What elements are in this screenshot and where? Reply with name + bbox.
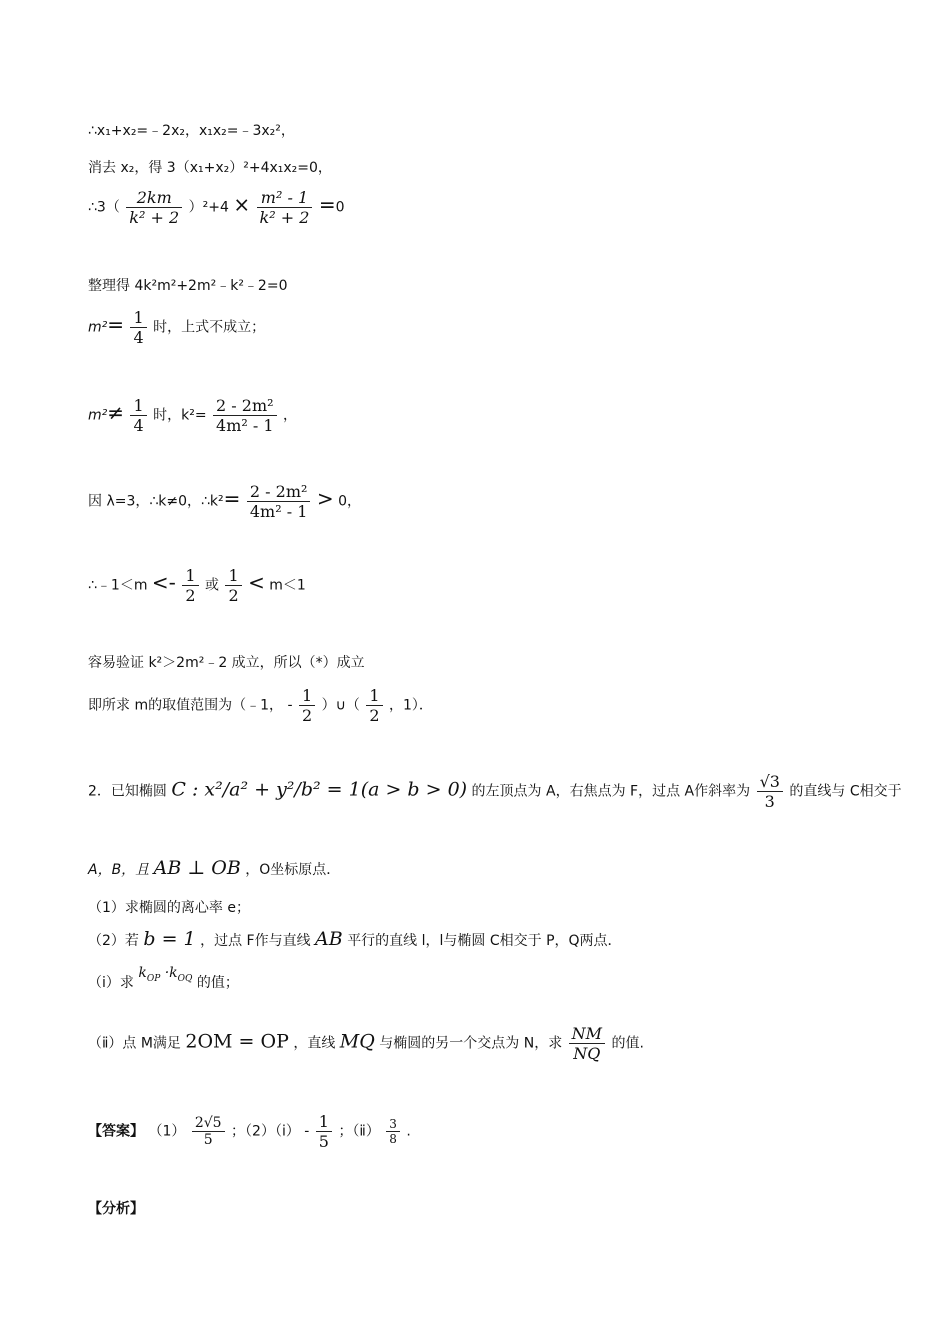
derivation-line-6: m²≠ $\frac{1}{4}$ 时，k²= $\frac{\text{2 - 2m²}}{\text{4m² - 1}}$ ， (88, 396, 297, 435)
fraction-k-squared: $\frac{\text{2 - 2m²}}{\text{4m² - 1}}$ (213, 396, 277, 435)
derivation-line-2: 消去 x₂，得 3（x₁+x₂）²+4x₁x₂=0， (88, 160, 332, 176)
fraction-k-squared-2: $\frac{\text{2 - 2m²}}{\text{4m² - 1}}$ (247, 482, 311, 521)
question-2i: （ⅰ）求 $k_{OP} \cdot k_{OQ}$ 的值； (88, 965, 239, 991)
problem-2-statement: 2．已知椭圆 C : x²/a² + y²/b² = 1(a > b > 0) 的左顶点为 A，右焦点为 F，过点 A作斜率为 $\frac{√3}{3}$ 的直线与 C相交于 (88, 772, 902, 811)
derivation-line-5: m²= $\frac{1}{4}$ 时，上式不成立； (88, 308, 266, 347)
fraction-nm-nq: $\frac{NM}{NQ}$ (569, 1024, 605, 1063)
question-2ii: （ⅱ）点 M满足 2OM = OP ，直线 MQ 与椭圆的另一个交点为 N，求 $\frac{NM}{NQ}$ 的值. (88, 1024, 644, 1063)
derivation-line-1: ∴x₁+x₂=﹣2x₂，x₁x₂=﹣3x₂²， (88, 123, 295, 139)
fraction-one-quarter-2: $\frac{1}{4}$ (130, 396, 146, 435)
derivation-line-4: 整理得 4k²m²+2m²﹣k²﹣2=0 (88, 278, 288, 294)
derivation-line-10: 即所求 m的取值范围为（﹣1， - $\frac{1}{2}$ ）∪（ $\frac{1}{2}$ ，1）． (88, 686, 433, 725)
answer-line: 【答案】 （1） $\frac{2√5}{5}$ ；（2）（ⅰ） - $\frac{1}{5}$ ；（ⅱ） $\frac{3}{8}$ . (88, 1112, 411, 1151)
answer-2ii-fraction: $\frac{3}{8}$ (386, 1117, 400, 1146)
question-2: （2）若 b = 1 ，过点 F作与直线 AB 平行的直线 l，l与椭圆 C相交于 P，Q两点． (88, 928, 622, 950)
ellipse-equation: C : x²/a² + y²/b² = 1(a > b > 0) (171, 778, 468, 801)
fraction-one-quarter: $\frac{1}{4}$ (130, 308, 146, 347)
answer-1-fraction: $\frac{2√5}{5}$ (192, 1115, 225, 1148)
fraction-one-half-2: $\frac{1}{2}$ (225, 566, 241, 605)
derivation-line-8: ∴﹣1＜m <- $\frac{1}{2}$ 或 $\frac{1}{2}$ < m＜1 (88, 566, 306, 605)
derivation-line-7: 因 λ=3，∴k≠0，∴k²= $\frac{\text{2 - 2m²}}{\text{4m² - 1}}$ > 0， (88, 482, 361, 521)
derivation-line-3: ∴3（ $\frac{2km}{\text{k² + 2}}$ ）²+4 × $\frac{\text{m² - 1}}{\text{k² + 2}}$ =0 (88, 188, 345, 227)
fraction-one-half: $\frac{1}{2}$ (182, 566, 198, 605)
derivation-line-9: 容易验证 k²＞2m²﹣2 成立，所以（*）成立 (88, 655, 365, 671)
answer-label: 【答案】 (88, 1123, 144, 1140)
problem-2-statement-cont: A，B，且 AB ⊥ OB ，O坐标原点． (88, 857, 341, 879)
analysis-label: 【分析】 (88, 1201, 144, 1217)
fraction-2km: $\frac{2km}{\text{k² + 2}}$ (126, 188, 182, 227)
fraction-half: $\frac{1}{2}$ (366, 686, 382, 725)
fraction-slope: $\frac{√3}{3}$ (757, 772, 783, 811)
question-1: （1）求椭圆的离心率 e； (88, 900, 250, 916)
fraction-neg-half: $\frac{1}{2}$ (299, 686, 315, 725)
fraction-m2-minus-1: $\frac{\text{m² - 1}}{\text{k² + 2}}$ (257, 188, 313, 227)
answer-2i-fraction: $\frac{1}{5}$ (316, 1112, 332, 1151)
